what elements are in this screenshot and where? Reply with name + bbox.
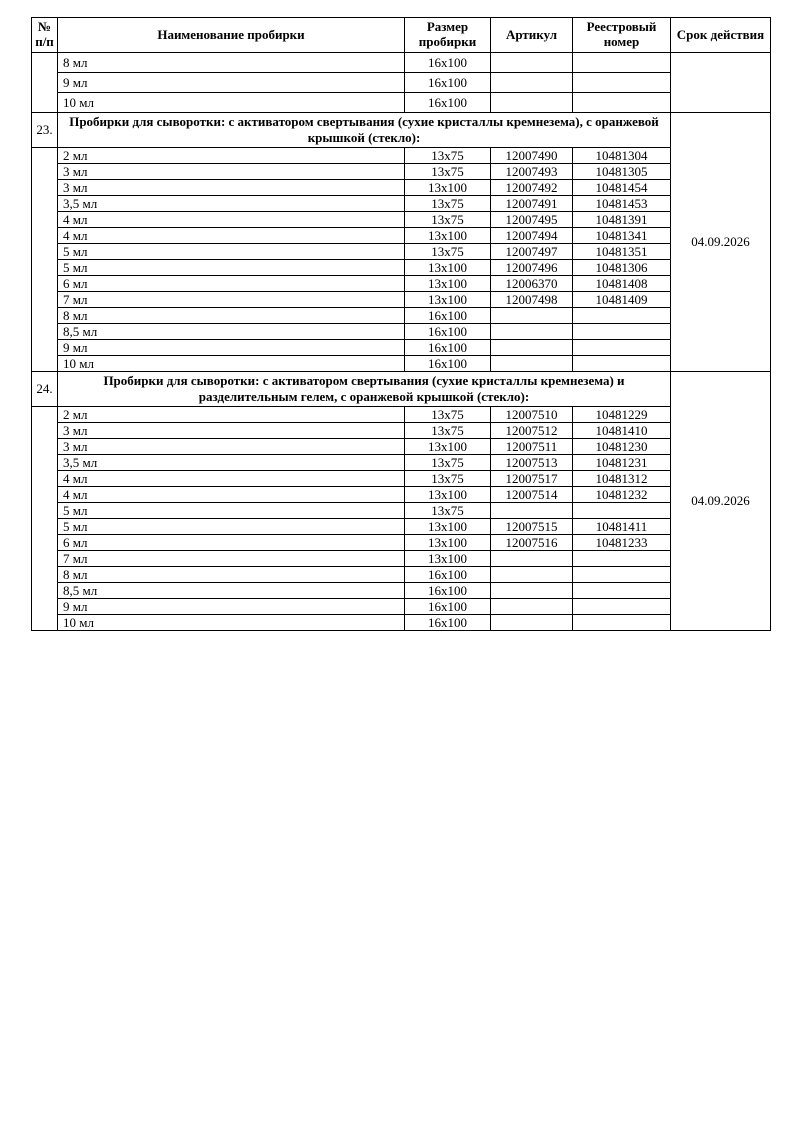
row-number-cell: 24. <box>32 372 58 407</box>
article-cell: 12007495 <box>491 212 573 228</box>
article-cell: 12007516 <box>491 535 573 551</box>
validity-cell: 04.09.2026 <box>671 113 771 372</box>
article-cell: 12007510 <box>491 407 573 423</box>
tube-size-cell: 16x100 <box>405 93 491 113</box>
tube-name-cell: 2 мл <box>58 148 405 164</box>
tube-name-cell: 4 мл <box>58 487 405 503</box>
article-cell: 12007515 <box>491 519 573 535</box>
table-row <box>32 599 771 615</box>
column-header-registry: Реестровый номер <box>573 18 671 53</box>
tube-size-cell: 13x75 <box>405 212 491 228</box>
registry-cell: 10481454 <box>573 180 671 196</box>
article-cell: 12007517 <box>491 471 573 487</box>
tube-name-cell: 6 мл <box>58 535 405 551</box>
tube-size-cell: 13x75 <box>405 164 491 180</box>
tube-size-cell: 13x100 <box>405 487 491 503</box>
registry-cell: 10481305 <box>573 164 671 180</box>
tube-size-cell: 13x75 <box>405 148 491 164</box>
article-cell <box>491 551 573 567</box>
tube-size-cell: 16x100 <box>405 615 491 631</box>
article-cell <box>491 599 573 615</box>
table-row <box>32 73 771 93</box>
tube-name-cell: 4 мл <box>58 212 405 228</box>
article-cell: 12007513 <box>491 455 573 471</box>
table-row <box>32 583 771 599</box>
tube-size-cell: 16x100 <box>405 308 491 324</box>
registry-cell: 10481453 <box>573 196 671 212</box>
tube-size-cell: 16x100 <box>405 324 491 340</box>
table-row <box>32 356 771 372</box>
tube-name-cell: 3,5 мл <box>58 455 405 471</box>
registry-cell <box>573 551 671 567</box>
registry-cell <box>573 308 671 324</box>
registry-cell <box>573 324 671 340</box>
registry-cell: 10481408 <box>573 276 671 292</box>
tube-name-cell: 10 мл <box>58 93 405 113</box>
tube-name-cell: 10 мл <box>58 615 405 631</box>
tube-size-cell: 13x75 <box>405 407 491 423</box>
tube-size-cell: 16x100 <box>405 53 491 73</box>
tube-name-cell: 9 мл <box>58 73 405 93</box>
article-cell <box>491 93 573 113</box>
registry-cell: 10481233 <box>573 535 671 551</box>
tube-name-cell: 3 мл <box>58 180 405 196</box>
column-header-validity: Срок действия <box>671 18 771 53</box>
table-row <box>32 471 771 487</box>
tube-size-cell: 13x75 <box>405 423 491 439</box>
registry-cell: 10481351 <box>573 244 671 260</box>
tube-name-cell: 7 мл <box>58 551 405 567</box>
table-row <box>32 292 771 308</box>
article-cell <box>491 583 573 599</box>
table-row <box>32 340 771 356</box>
table-row <box>32 567 771 583</box>
section-title-row <box>32 113 771 148</box>
registry-cell <box>573 340 671 356</box>
registry-cell: 10481232 <box>573 487 671 503</box>
article-cell: 12007497 <box>491 244 573 260</box>
registry-cell: 10481391 <box>573 212 671 228</box>
article-cell: 12007514 <box>491 487 573 503</box>
article-cell <box>491 340 573 356</box>
tube-size-cell: 16x100 <box>405 356 491 372</box>
section-title-row <box>32 372 771 407</box>
registry-cell <box>573 615 671 631</box>
tube-size-cell: 16x100 <box>405 599 491 615</box>
row-number-spacer-cell <box>32 407 58 631</box>
table-row <box>32 551 771 567</box>
section-title-cell: Пробирки для сыворотки: с активатором свертывания (сухие кристаллы кремнезема) и разделительным гелем, с оранжевой крышкой (стекло): <box>58 372 671 407</box>
table-body <box>32 53 771 631</box>
registry-cell <box>573 93 671 113</box>
article-cell <box>491 308 573 324</box>
tube-size-cell: 13x75 <box>405 196 491 212</box>
tube-size-cell: 16x100 <box>405 73 491 93</box>
table-row <box>32 93 771 113</box>
article-cell: 12007493 <box>491 164 573 180</box>
tube-size-cell: 13x100 <box>405 228 491 244</box>
registry-cell: 10481341 <box>573 228 671 244</box>
registry-cell <box>573 567 671 583</box>
tube-name-cell: 9 мл <box>58 340 405 356</box>
article-cell: 12007494 <box>491 228 573 244</box>
tube-size-cell: 13x100 <box>405 180 491 196</box>
registry-cell <box>573 53 671 73</box>
row-number-spacer-cell <box>32 148 58 372</box>
table-row <box>32 615 771 631</box>
tube-size-cell: 13x75 <box>405 244 491 260</box>
table-row <box>32 244 771 260</box>
table-row <box>32 487 771 503</box>
table-row <box>32 503 771 519</box>
article-cell: 12007496 <box>491 260 573 276</box>
tubes-registry-table <box>31 17 771 631</box>
tube-name-cell: 3 мл <box>58 164 405 180</box>
validity-cell: 04.09.2026 <box>671 372 771 631</box>
tube-size-cell: 16x100 <box>405 340 491 356</box>
table-row <box>32 439 771 455</box>
tube-name-cell: 7 мл <box>58 292 405 308</box>
tube-name-cell: 8 мл <box>58 567 405 583</box>
table-row <box>32 196 771 212</box>
table-row <box>32 148 771 164</box>
article-cell <box>491 356 573 372</box>
tube-name-cell: 3 мл <box>58 423 405 439</box>
row-number-cell: 23. <box>32 113 58 148</box>
tube-size-cell: 13x100 <box>405 535 491 551</box>
tube-size-cell: 16x100 <box>405 567 491 583</box>
column-header-name: Наименование пробирки <box>58 18 405 53</box>
table-row <box>32 423 771 439</box>
tube-name-cell: 8 мл <box>58 308 405 324</box>
article-cell: 12007511 <box>491 439 573 455</box>
registry-cell: 10481231 <box>573 455 671 471</box>
registry-cell <box>573 73 671 93</box>
tube-size-cell: 13x75 <box>405 455 491 471</box>
tube-name-cell: 8,5 мл <box>58 583 405 599</box>
registry-cell <box>573 599 671 615</box>
registry-cell: 10481230 <box>573 439 671 455</box>
article-cell <box>491 53 573 73</box>
tube-name-cell: 3,5 мл <box>58 196 405 212</box>
tube-name-cell: 4 мл <box>58 471 405 487</box>
tube-name-cell: 4 мл <box>58 228 405 244</box>
article-cell: 12007498 <box>491 292 573 308</box>
tube-size-cell: 13x100 <box>405 276 491 292</box>
table-row <box>32 308 771 324</box>
table-row <box>32 519 771 535</box>
table-row <box>32 53 771 73</box>
tube-name-cell: 3 мл <box>58 439 405 455</box>
tube-name-cell: 8,5 мл <box>58 324 405 340</box>
tube-name-cell: 5 мл <box>58 519 405 535</box>
tube-name-cell: 5 мл <box>58 260 405 276</box>
registry-cell: 10481410 <box>573 423 671 439</box>
table-row <box>32 228 771 244</box>
tube-size-cell: 13x100 <box>405 292 491 308</box>
article-cell: 12006370 <box>491 276 573 292</box>
table-row <box>32 180 771 196</box>
row-number-spacer-cell <box>32 53 58 113</box>
tube-name-cell: 6 мл <box>58 276 405 292</box>
tube-name-cell: 8 мл <box>58 53 405 73</box>
article-cell: 12007490 <box>491 148 573 164</box>
tube-size-cell: 13x75 <box>405 503 491 519</box>
tube-name-cell: 9 мл <box>58 599 405 615</box>
table-row <box>32 260 771 276</box>
article-cell: 12007512 <box>491 423 573 439</box>
article-cell <box>491 324 573 340</box>
article-cell <box>491 567 573 583</box>
article-cell: 12007492 <box>491 180 573 196</box>
article-cell <box>491 73 573 93</box>
tube-size-cell: 13x100 <box>405 260 491 276</box>
column-header-num: № п/п <box>32 18 58 53</box>
tube-size-cell: 13x100 <box>405 439 491 455</box>
registry-cell <box>573 503 671 519</box>
table-header <box>32 18 771 53</box>
header-row <box>32 18 771 53</box>
article-cell <box>491 503 573 519</box>
tube-name-cell: 2 мл <box>58 407 405 423</box>
registry-cell: 10481411 <box>573 519 671 535</box>
tube-size-cell: 13x100 <box>405 551 491 567</box>
tube-size-cell: 16x100 <box>405 583 491 599</box>
validity-cell <box>671 53 771 113</box>
registry-cell <box>573 583 671 599</box>
tube-name-cell: 10 мл <box>58 356 405 372</box>
table-row <box>32 212 771 228</box>
registry-cell: 10481409 <box>573 292 671 308</box>
column-header-size: Размер пробирки <box>405 18 491 53</box>
table-row <box>32 535 771 551</box>
registry-cell: 10481306 <box>573 260 671 276</box>
article-cell: 12007491 <box>491 196 573 212</box>
registry-cell: 10481304 <box>573 148 671 164</box>
table-row <box>32 455 771 471</box>
table-row <box>32 324 771 340</box>
article-cell <box>491 615 573 631</box>
table-row <box>32 164 771 180</box>
table-row <box>32 407 771 423</box>
tube-size-cell: 13x75 <box>405 471 491 487</box>
registry-cell: 10481312 <box>573 471 671 487</box>
registry-cell: 10481229 <box>573 407 671 423</box>
tube-name-cell: 5 мл <box>58 503 405 519</box>
registry-cell <box>573 356 671 372</box>
table-row <box>32 276 771 292</box>
tube-name-cell: 5 мл <box>58 244 405 260</box>
section-title-cell: Пробирки для сыворотки: с активатором свертывания (сухие кристаллы кремнезема), с оранжевой крышкой (стекло): <box>58 113 671 148</box>
column-header-article: Артикул <box>491 18 573 53</box>
tube-size-cell: 13x100 <box>405 519 491 535</box>
